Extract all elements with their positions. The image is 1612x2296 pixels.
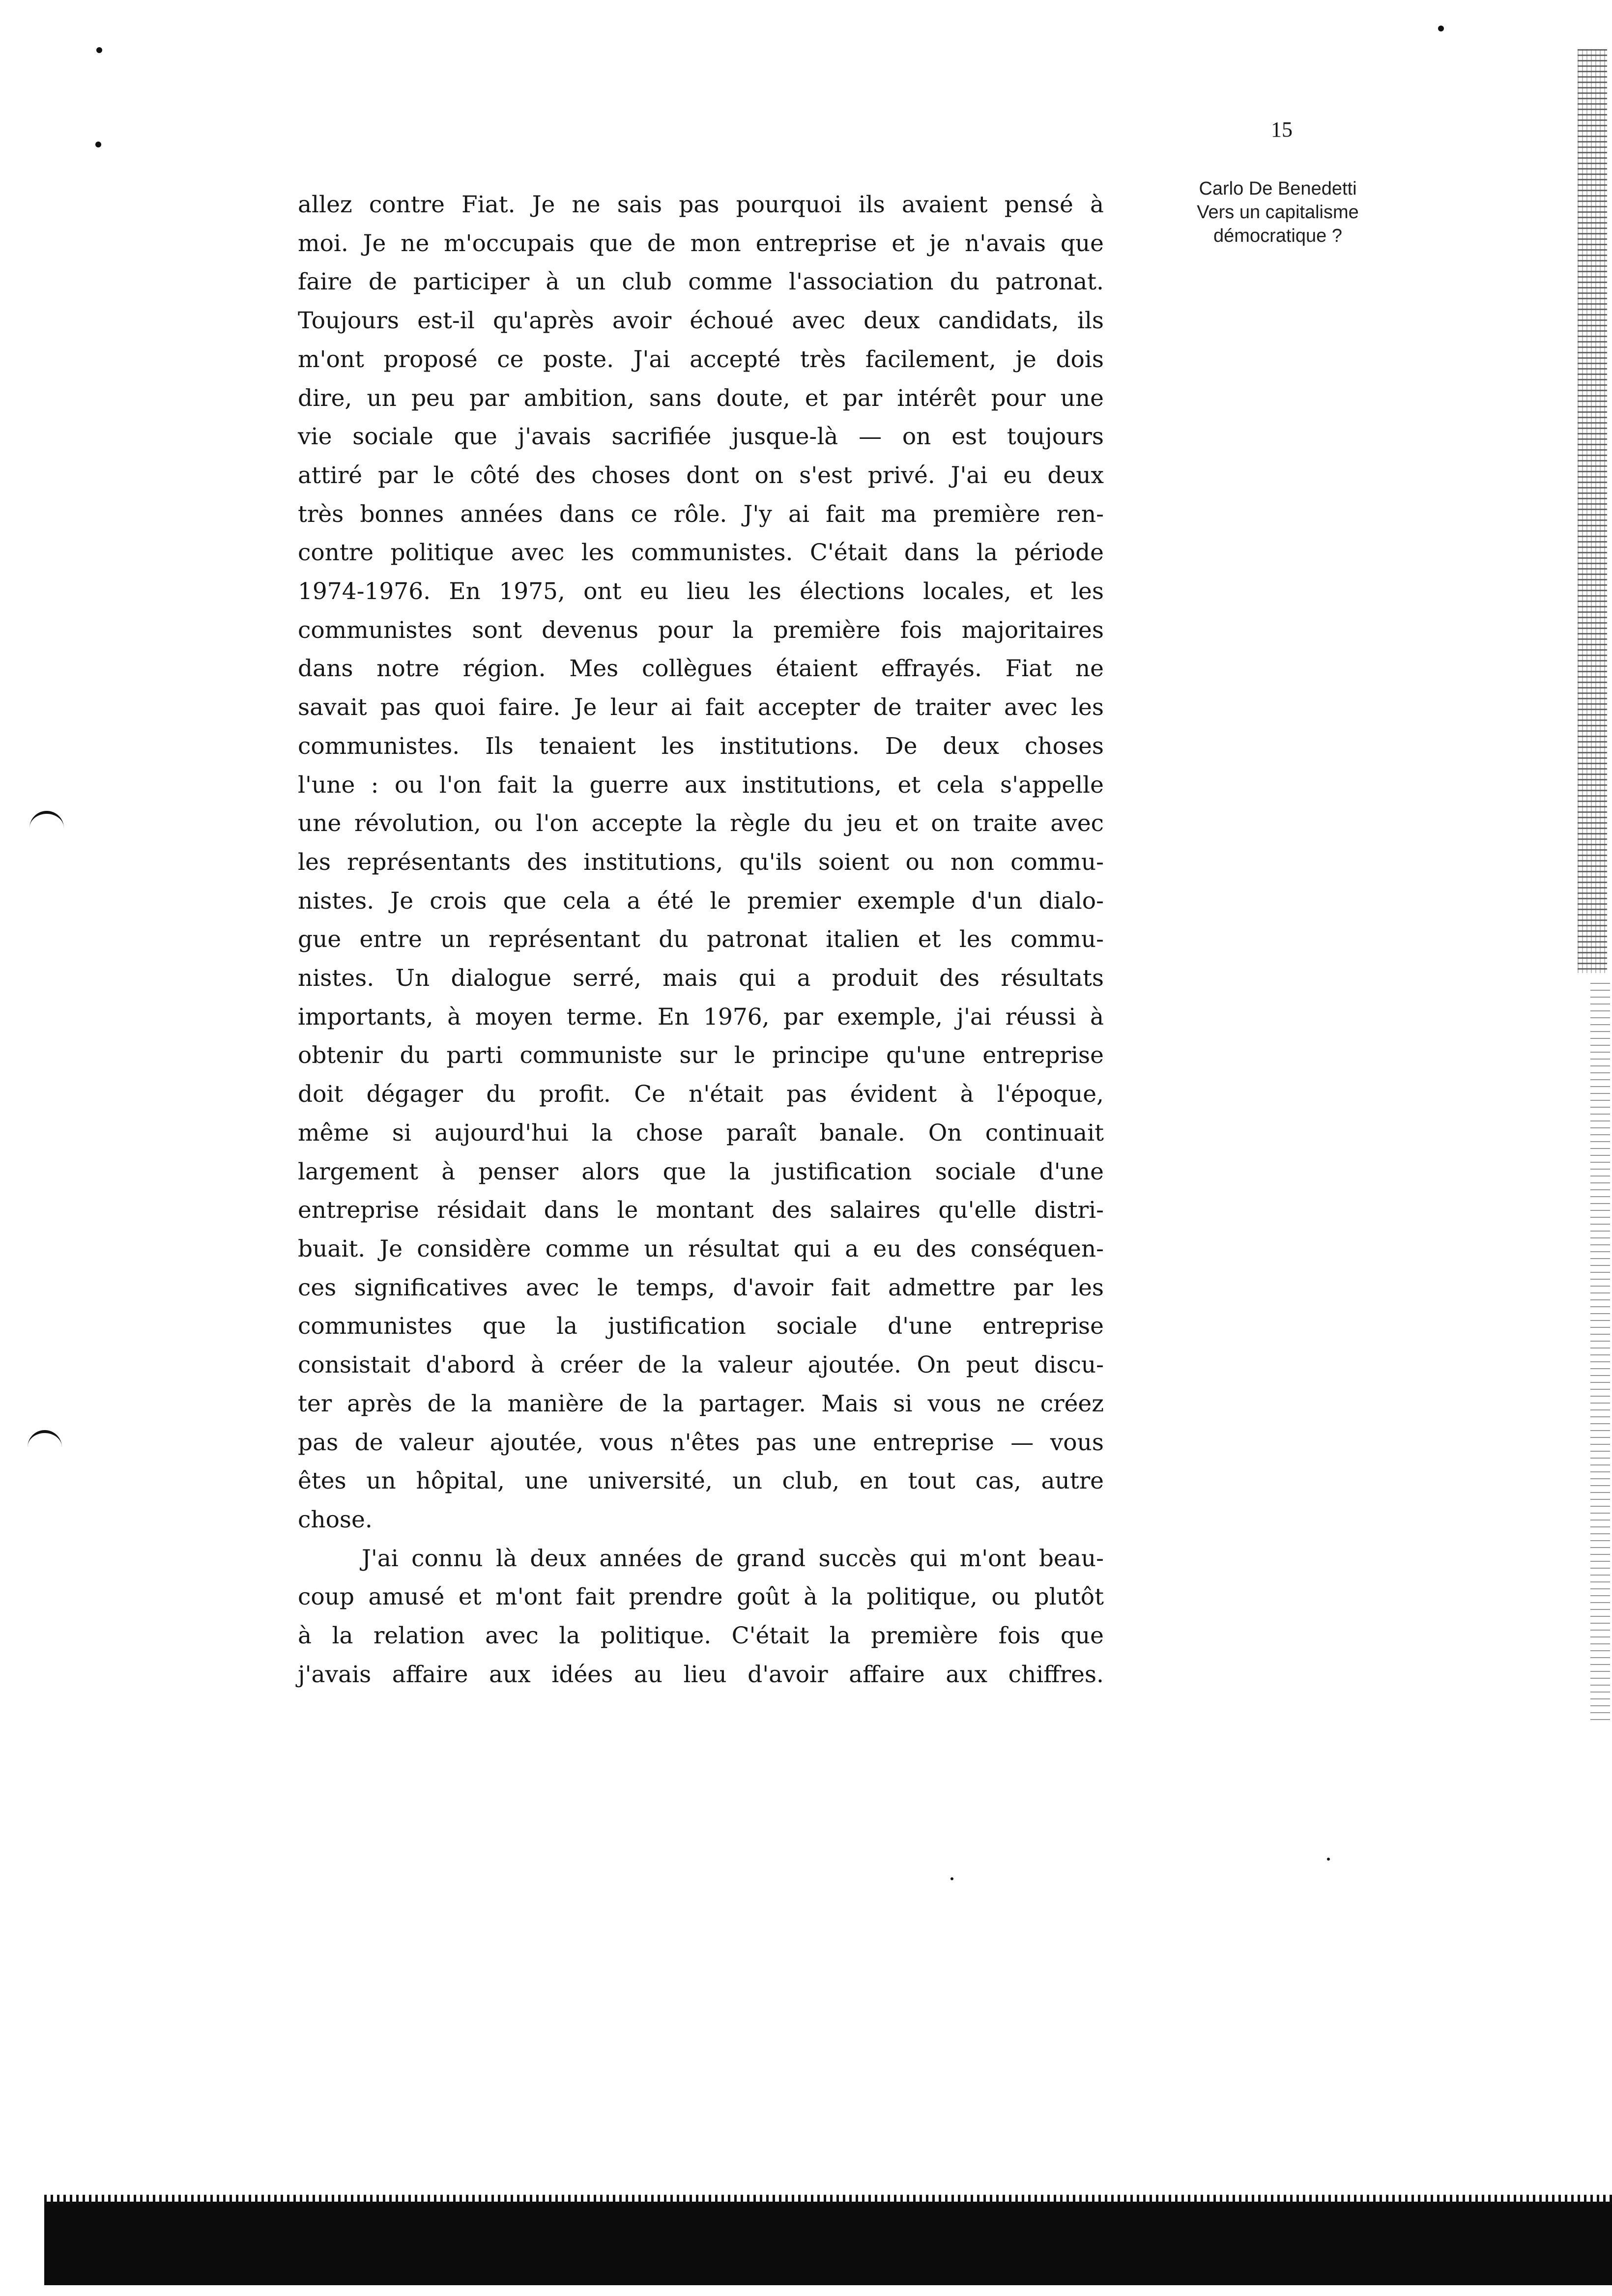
text-line: pas de valeur ajoutée, vous n'êtes pas une entreprise — vous xyxy=(298,1429,1104,1456)
scan-bottom-border xyxy=(44,2202,1612,2285)
text-line: vie sociale que j'avais sacrifiée jusque-là — on est toujours xyxy=(298,423,1104,451)
scan-edge-shadow xyxy=(1578,49,1607,973)
text-line: communistes que la justification sociale d'une entreprise xyxy=(298,1313,1104,1340)
text-line: êtes un hôpital, une université, un club, en tout cas, autre xyxy=(298,1467,1104,1495)
text-line: entreprise résidait dans le montant des salaires qu'elle distri- xyxy=(298,1197,1104,1224)
scan-speck xyxy=(96,47,102,53)
scan-hole-mark xyxy=(28,1430,62,1451)
running-head-title-line-1: Vers un capitalisme xyxy=(1197,202,1359,223)
text-line: nistes. Un dialogue serré, mais qui a produit des résultats xyxy=(298,965,1104,992)
body-text xyxy=(298,186,1104,1694)
text-line: dans notre région. Mes collègues étaient effrayés. Fiat ne xyxy=(298,655,1104,683)
running-head xyxy=(1150,177,1406,248)
text-line: ter après de la manière de la partager. Mais si vous ne créez xyxy=(298,1390,1104,1417)
text-line: consistait d'abord à créer de la valeur ajoutée. On peut discu- xyxy=(298,1351,1104,1379)
scan-hole-mark xyxy=(29,811,64,832)
text-line: attiré par le côté des choses dont on s'est privé. J'ai eu deux xyxy=(298,461,1104,489)
scan-speck xyxy=(95,142,101,147)
text-line: importants, à moyen terme. En 1976, par exemple, j'ai réussi à xyxy=(298,1003,1104,1031)
text-line: largement à penser alors que la justification sociale d'une xyxy=(298,1158,1104,1185)
text-line: allez contre Fiat. Je ne sais pas pourquoi ils avaient pensé à xyxy=(298,191,1104,218)
text-line: les représentants des institutions, qu'ils soient ou non commu- xyxy=(298,848,1104,876)
text-line: l'une : ou l'on fait la guerre aux institutions, et cela s'appelle xyxy=(298,771,1104,799)
text-line: une révolution, ou l'on accepte la règle du jeu et on traite avec xyxy=(298,810,1104,837)
text-line: obtenir du parti communiste sur le principe qu'une entreprise xyxy=(298,1042,1104,1069)
text-line: ces significatives avec le temps, d'avoir fait admettre par les xyxy=(298,1274,1104,1301)
text-line: très bonnes années dans ce rôle. J'y ai fait ma première ren- xyxy=(298,500,1104,528)
text-line: communistes sont devenus pour la première fois majoritaires xyxy=(298,616,1104,644)
text-line: doit dégager du profit. Ce n'était pas évident à l'époque, xyxy=(298,1081,1104,1108)
text-line: nistes. Je crois que cela a été le premier exemple d'un dialo- xyxy=(298,887,1104,915)
text-line: dire, un peu par ambition, sans doute, et par intérêt pour une xyxy=(298,384,1104,412)
scan-speck xyxy=(1438,26,1444,31)
text-line: moi. Je ne m'occupais que de mon entreprise et je n'avais que xyxy=(298,230,1104,257)
text-line: m'ont proposé ce poste. J'ai accepté très facilement, je dois xyxy=(298,345,1104,373)
scan-speck xyxy=(950,1877,953,1880)
text-line: j'avais affaire aux idées au lieu d'avoir affaire aux chiffres. xyxy=(298,1661,1104,1688)
text-line: coup amusé et m'ont fait prendre goût à la politique, ou plutôt xyxy=(298,1583,1104,1611)
page-number: 15 xyxy=(1271,117,1293,142)
text-line: même si aujourd'hui la chose paraît banale. On continuait xyxy=(298,1119,1104,1147)
text-line: contre politique avec les communistes. C'était dans la période xyxy=(298,539,1104,567)
text-line: 1974-1976. En 1975, ont eu lieu les élections locales, et les xyxy=(298,578,1104,605)
text-line: Toujours est-il qu'après avoir échoué avec deux candidats, ils xyxy=(298,307,1104,335)
text-line: à la relation avec la politique. C'était la première fois que xyxy=(298,1622,1104,1650)
text-line: faire de participer à un club comme l'association du patronat. xyxy=(298,268,1104,296)
text-line: savait pas quoi faire. Je leur ai fait accepter de traiter avec les xyxy=(298,694,1104,721)
text-line: buait. Je considère comme un résultat qui a eu des conséquen- xyxy=(298,1235,1104,1263)
scan-edge-shadow-lower xyxy=(1590,983,1610,1720)
scan-speck xyxy=(1327,1858,1330,1861)
text-line-paragraph-end: chose. xyxy=(298,1506,373,1533)
text-line: gue entre un représentant du patronat italien et les commu- xyxy=(298,926,1104,953)
running-head-title-line-2: démocratique ? xyxy=(1213,226,1342,246)
text-line-paragraph-start: J'ai connu là deux années de grand succès qui m'ont beau- xyxy=(362,1545,1104,1572)
text-line: communistes. Ils tenaient les institutions. De deux choses xyxy=(298,732,1104,760)
running-head-author: Carlo De Benedetti xyxy=(1199,178,1357,199)
